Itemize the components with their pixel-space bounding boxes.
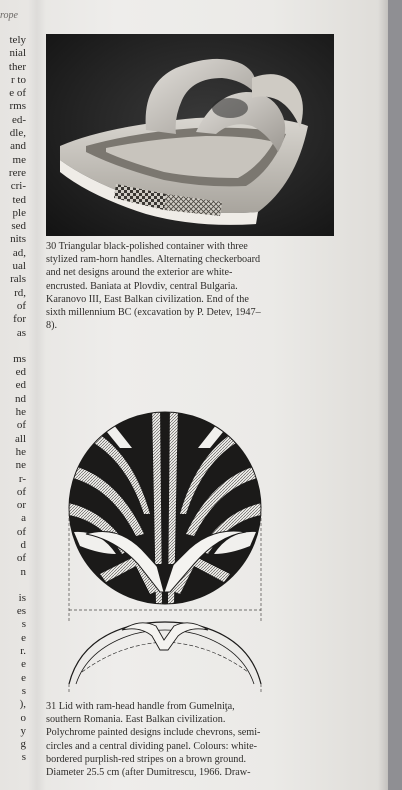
text-fragment: es [16,605,26,618]
running-head: rope [0,10,18,21]
text-fragment: nits [10,233,26,246]
caption-line: (excavation by P. Detev, 1947– [134,307,261,319]
caption-line: southern Romania. East Balkan civilization. [46,714,226,726]
text-fragment: ted [12,193,26,206]
text-fragment: nd [15,392,26,405]
text-fragment: rals [10,273,26,286]
text-fragment: ne [15,459,26,472]
text-fragment: ed- [11,113,26,126]
caption-line: Karanovo III, East Balkan civilization. End of the [46,293,249,305]
text-fragment: rere [8,166,26,179]
text-fragment: ms [13,352,26,365]
caption-line: stylized ram-horn handles. Alternating checkerboard [46,254,261,266]
text-fragment: r. [20,645,26,658]
text-fragment [0,340,26,353]
caption-line: circles and a central dividing panel. Colours: white- [46,740,258,752]
text-fragment: s [21,751,26,764]
text-fragment: ther [8,60,26,73]
figure-30-number: 30 [46,241,57,252]
text-fragment: ual [12,260,26,273]
text-fragment: e [21,671,26,684]
text-fragment: of [16,552,26,565]
text-fragment: y [20,724,26,737]
text-fragment: ), [19,698,26,711]
text-fragment: r- [18,472,26,485]
text-fragment: ple [12,206,26,219]
text-fragment: s [21,618,26,631]
text-fragment: of [16,299,26,312]
text-fragment: me [12,153,26,166]
text-fragment: e of [9,87,26,100]
caption-line: Diameter 25.5 cm (after Dumitrescu, 1966. Draw- [46,767,251,779]
text-fragment: cri- [10,180,26,193]
text-fragment: or [16,499,26,512]
era-abbreviation: BC [117,307,132,319]
text-fragment: of [16,485,26,498]
text-fragment: o [20,711,26,724]
text-fragment: e [21,631,26,644]
text-fragment: ed [15,379,26,392]
text-fragment: of [16,419,26,432]
caption-line: bordered purplish-red stripes on a brown ground. [46,753,247,765]
text-fragment: and [10,140,26,153]
text-fragment: rd, [14,286,26,299]
text-fragment: a [21,512,26,525]
text-fragment: as [16,326,26,339]
caption-line: 8). [46,320,58,332]
text-fragment: sed [11,220,26,233]
figure-31-caption [46,700,338,779]
text-fragment: rms [9,100,26,113]
facing-page-text-fragments [0,34,26,765]
caption-line: encrusted. Baniata at Plovdiv, central Bulgaria. [46,280,238,292]
text-fragment: ed [15,366,26,379]
text-fragment: nial [9,47,26,60]
page-edge-shadow [378,0,388,790]
text-fragment: n [20,565,26,578]
figure-30-photograph [46,34,334,236]
gutter-shadow [28,0,46,790]
text-fragment: ad, [12,246,26,259]
text-fragment: r to [11,73,26,86]
caption-line: sixth millennium [46,307,116,319]
figure-31-number: 31 [46,701,57,712]
text-fragment: d [20,538,26,551]
caption-line: Polychrome painted designs include chevrons, semi- [46,727,261,739]
text-fragment: e [21,658,26,671]
text-fragment: for [13,313,26,326]
text-fragment: g [20,738,26,751]
figure-31-lid-drawing [60,404,272,696]
text-fragment: all [15,432,26,445]
text-fragment: of [16,525,26,538]
text-fragment: he [15,445,26,458]
figure-30-caption [46,240,338,332]
text-fragment [0,579,26,592]
caption-line: and net designs around the exterior are white- [46,267,233,279]
text-fragment: he [15,406,26,419]
caption-line: Triangular black-polished container with three [58,241,248,252]
text-fragment: tely [9,34,26,46]
text-fragment: dle, [9,127,26,140]
text-fragment: is [18,591,26,604]
caption-line: Lid with ram-head handle from Gumelniţa, [58,701,235,712]
text-fragment: s [21,684,26,697]
